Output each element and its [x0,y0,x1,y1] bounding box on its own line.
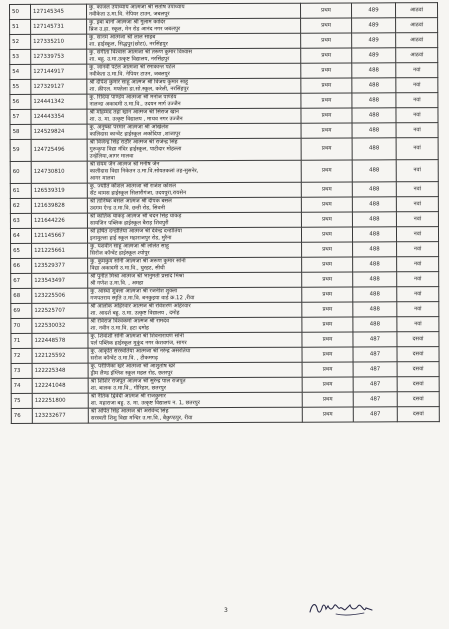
marks-cell: 489 [351,3,395,18]
serial-number-cell: 54 [10,64,31,79]
school-name: सरोज कॉन्वेंट उ.मा.वि. , टीकमगढ़ [90,355,158,362]
student-name: कु. कुमकुम सोनी आत्मजा श्री अरूण कुमार सोनी [90,258,186,265]
serial-number-cell: 58 [10,124,31,139]
roll-number-cell: 122448578 [32,333,88,348]
roll-number-cell: 122530032 [32,318,88,333]
student-name: कु. शिवांशी सोनी आत्मजा श्री शिवनारायण सोनी [90,333,184,340]
division-cell: प्रथम [302,377,353,392]
marks-cell: 488 [353,272,397,287]
division-cell: प्रथम [302,302,353,317]
rank-cell: नवां [397,287,439,302]
merit-list-body [10,3,440,424]
marks-cell: 487 [353,392,397,407]
student-name-school-cell [88,272,302,288]
student-name: कु. रिदिया पाण्डेय आत्मजा श्री मनोज पाण्डेय [89,94,177,101]
school-name: इनामुल्ला हाई स्कूल महाराजपुर रोड, मुरैना [90,235,172,242]
rank-cell: नवां [396,108,438,123]
serial-number-cell: 55 [10,79,31,94]
student-name-school-cell [88,242,302,258]
marks-cell: 488 [353,287,397,302]
roll-number-cell: 122251800 [32,393,88,408]
student-name-school-cell [87,197,301,213]
student-name: श्री मोहम्मद तहा खान आत्मज श्री सिराज खान [89,109,179,116]
school-name: गणपतराय स्मृति उ.मा.वि. बनकुइया वार्ड क्र.12 ,रीवा [90,295,195,302]
rank-cell: नवां [397,272,439,287]
serial-number-cell: 64 [10,228,31,243]
division-cell: प्रथम [301,108,352,123]
rank-cell: दसवां [397,347,439,362]
school-name: शा. हाईस्कूल, सिद्धपुर(छोटा), नरसिंहपुर [89,41,168,48]
marks-cell: 488 [352,227,396,242]
division-cell: प्रथम [302,257,353,272]
student-name-school-cell [88,407,302,423]
rank-cell: नवां [396,227,438,242]
marks-cell: 488 [353,242,397,257]
division-cell: प्रथम [301,48,352,63]
rank-cell: आठवां [396,48,438,63]
division-cell: प्रथम [302,392,353,407]
merit-list-table [9,2,440,424]
school-name: विद्या अकादमी उ.मा.वि., धुरहट, सीधी [90,265,165,272]
student-name: कु. इबा बानो आत्मजा श्री गुलाम कादिर [89,19,166,26]
division-cell: प्रथम [301,182,352,197]
marks-cell: 488 [353,257,397,272]
roll-number-cell: 127335210 [31,34,87,49]
serial-number-cell: 76 [11,408,32,423]
marks-cell: 488 [353,317,397,332]
division-cell: प्रथम [302,272,353,287]
rank-cell: नवां [396,78,438,93]
marks-cell: 488 [352,160,396,182]
serial-number-cell: 59 [10,139,31,161]
division-cell: प्रथम [301,160,352,182]
school-name: पर्ल पब्लिक हाईस्कूल मुकुंद नगर केशवगंज, सागर [90,340,187,347]
school-name: सायजिन पब्लिक हाईस्कूल बैराड़ शिवपुरी [89,220,169,227]
serial-number-cell: 51 [10,19,31,34]
student-name-school-cell [87,123,301,139]
serial-number-cell: 75 [11,393,32,408]
serial-number-cell: 65 [11,243,32,258]
student-name-school-cell [87,182,301,198]
roll-number-cell: 127339753 [31,49,87,64]
student-name-school-cell [88,377,302,393]
student-name: श्री तानिष्क बंसल आत्मज श्री दीपक बंसल [89,198,172,205]
marks-cell: 489 [352,18,396,33]
roll-number-cell: 126539319 [31,183,87,198]
rank-cell: नवां [396,197,438,212]
roll-number-cell: 127144917 [31,64,87,79]
student-name: श्री रविराज विश्वकर्मा आत्मज श्री रामदेव [90,318,169,325]
student-name-school-cell [87,138,301,161]
student-name: श्री आलोक अहिरवार आत्मज श्री रविशरण अहिरवार [90,303,191,310]
marks-cell: 488 [352,78,396,93]
serial-number-cell: 73 [11,363,32,378]
rank-cell: नवां [397,317,439,332]
serial-number-cell: 72 [11,348,32,363]
student-name: श्री कार्तिक धाकड़ आत्मज श्री चंदन सिंह धाकड़ [89,213,182,220]
division-cell: प्रथम [302,347,353,362]
rank-cell: नवां [396,160,438,182]
rank-cell: आठवां [396,33,438,48]
marks-cell: 488 [352,93,396,108]
marks-cell: 488 [352,108,396,123]
marks-cell: 487 [353,407,397,422]
school-name: कालिदास कान्वेंट हाईस्कूल अकोदिया ,शाजापुर [89,131,181,138]
roll-number-cell: 127329127 [31,79,87,94]
student-name: कु. काजल उपाध्याय आत्मजा श्री संतोष उपाध्याय [89,4,185,11]
serial-number-cell: 68 [11,288,32,303]
division-cell: प्रथम [301,93,352,108]
school-name: शा. उ. मा. उत्कृष्ट विद्यालय , माधव नगर उज्जैन [89,116,183,123]
roll-number-cell: 121225661 [32,243,88,258]
school-name: शा. आदर्श बहु. उ.मा. उत्कृष्ट विद्यालय , दमोह [90,310,180,317]
merit-list-sheet [9,2,439,424]
marks-cell: 488 [352,138,396,160]
serial-number-cell: 71 [11,333,32,348]
school-name: उन्हेलिया,आगर मालवा [89,153,134,160]
rank-cell: नवां [396,182,438,197]
student-name-school-cell [87,160,301,183]
roll-number-cell: 127145731 [31,19,87,34]
roll-number-cell: 124730810 [31,161,87,183]
student-name: कु. सानम आत्मजा श्री लाल साहब [89,34,156,41]
division-cell: प्रथम [301,78,352,93]
serial-number-cell: 56 [10,94,31,109]
student-name-school-cell [88,287,302,303]
division-cell: प्रथम [302,332,353,347]
roll-number-cell: 124443354 [31,109,87,124]
division-cell: प्रथम [302,362,353,377]
school-name: आगर मालवा [89,175,115,182]
student-name: श्री संयम जैन आत्मज श्री मनीष जैन [89,161,160,168]
school-name: नवीकेता उ.मा.वि. नेपियर टाउन, जबलपुर [89,11,170,18]
student-name: कु. संगीता विश्वास आत्मजा श्री तरूण कुमार विश्वास [89,49,193,56]
student-name: श्री अर्पित सिंह आत्मज श्री अरविन्द सिंह [90,408,169,415]
serial-number-cell: 67 [11,273,32,288]
division-cell: प्रथम [302,407,353,422]
division-cell: प्रथम [301,138,352,160]
roll-number-cell: 123543497 [32,273,88,288]
student-name-school-cell [87,212,301,228]
student-name: कु. जानवी पटेल आत्मजा श्री रमाकान्त पटेल [89,64,176,71]
serial-number-cell: 66 [11,258,32,273]
student-name: श्री पुनीत मिश्रा आत्मज श्री भानुमती प्रसाद मिश्रा [90,273,184,280]
rank-cell: दसवां [397,332,439,347]
roll-number-cell: 121639828 [31,198,87,213]
table-row [10,138,438,162]
division-cell: प्रथम [301,123,352,138]
rank-cell: नवां [396,212,438,227]
serial-number-cell: 52 [10,34,31,49]
rank-cell: दसवां [397,362,439,377]
marks-cell: 488 [352,123,396,138]
serial-number-cell: 50 [10,4,31,19]
division-cell: प्रथम [301,63,352,78]
marks-cell: 488 [352,63,396,78]
student-name: कु. आस्था शुक्ला आत्मजा श्री रजनीश शुक्ला [90,288,178,295]
student-name-school-cell [88,257,302,273]
roll-number-cell: 122525707 [32,303,88,318]
marks-cell: 489 [352,33,396,48]
marks-cell: 488 [352,182,396,197]
school-name: उदगम ऐन्ड उ.मा.वि. छत्ती रोड, सिवनी [89,205,165,212]
marks-cell: 487 [353,332,397,347]
division-cell: प्रथम [302,317,353,332]
school-name: शा. महाराजा बहु. उ. मा. उत्कृष्ट विद्यालय न. 1, छतरपुर [90,400,200,407]
student-name-school-cell [87,63,301,79]
school-name: श्री गणेश उ.मा.वि. , अमहा [90,280,144,287]
marks-cell: 487 [353,377,397,392]
student-name-school-cell [88,332,302,348]
rank-cell: आठवां [395,3,437,18]
student-name-school-cell [88,392,302,408]
rank-cell: नवां [396,93,438,108]
serial-number-cell: 57 [10,109,31,124]
serial-number-cell: 69 [11,303,32,318]
table-row [11,407,439,424]
rank-cell: दसवां [397,407,439,422]
signature-mark [306,596,380,620]
student-name-school-cell [88,362,302,378]
serial-number-cell: 53 [10,49,31,64]
serial-number-cell: 74 [11,378,32,393]
roll-number-cell: 123225506 [32,288,88,303]
rank-cell: नवां [397,257,439,272]
student-name: कु. अनुष्का परमार आत्मजा श्री अखिलेश [89,124,169,131]
school-name: शा. क्रीएल. मफ्तेला डा.सो.स्कूल, करेली, नरसिंहपुर [89,86,189,93]
student-name: कु. आकृति सरस्वतिया आत्मजा श्री नरेन्द्र असरतिया [90,348,191,355]
roll-number-cell: 127145345 [31,4,87,19]
marks-cell: 487 [353,347,397,362]
school-name: नालन्दा अकादमी उ.मा.वि., उदयन मार्ग उज्जैन [89,101,181,108]
student-name: श्री शिशिर राजपूत आत्मज श्री सुरेन्द्र पाल राजपूत [90,378,186,385]
roll-number-cell: 123529377 [32,258,88,273]
marks-cell: 488 [352,212,396,227]
rank-cell: दसवां [397,377,439,392]
roll-number-cell: 122225348 [32,363,88,378]
student-name-school-cell [87,18,301,34]
student-name-school-cell [88,347,302,363]
serial-number-cell: 63 [10,213,31,228]
school-name: नवीकेता उ.मा.वि. नेपियर टाउन, जबलपुर [89,71,170,78]
division-cell: प्रथम [302,287,353,302]
division-cell: प्रथम [301,227,352,242]
student-name: श्री हर्षित दन्डोतिया आत्मज श्री देवेन्द्र दन्डोतिया [89,228,182,235]
student-name-school-cell [87,227,301,243]
student-name-school-cell [88,302,302,318]
student-name-school-cell [87,93,301,109]
table-row [10,160,438,184]
roll-number-cell: 124725496 [31,139,87,161]
rank-cell: दसवां [397,392,439,407]
division-cell: प्रथम [301,33,352,48]
marks-cell: 488 [353,302,397,317]
student-name: श्री नैतिक द्विवेदी आत्मज श्री राजकुमार [90,393,166,400]
student-name-school-cell [87,108,301,124]
student-name-school-cell [88,317,302,333]
school-name: शा. बालक उ.मा.वि., गौरिहार, छतरपुर [90,385,166,392]
marks-cell: 489 [352,48,396,63]
roll-number-cell: 121145667 [31,228,87,243]
division-cell: प्रथम [301,212,352,227]
school-name: सरस्वती शिशु विद्या मन्दिर उ.मा.वि., बैकुण्ठपुर, रीवा [90,415,193,422]
rank-cell: नवां [396,63,438,78]
rank-cell: आठवां [396,18,438,33]
roll-number-cell: 122241048 [32,378,88,393]
school-name: शा. बहु. उ.मा.उत्कृष्ट विद्यालय, नरसिंहपुर [89,56,170,63]
rank-cell: नवां [396,138,438,160]
roll-number-cell: 124529824 [31,124,87,139]
marks-cell: 488 [352,197,396,212]
school-name: सेंट थामस हाईस्कूल सिलारीगंजा, उदयपुरा,रायसेन [89,190,187,197]
student-name-school-cell [87,78,301,94]
student-name-school-cell [87,3,301,19]
roll-number-cell: 123232677 [32,408,88,423]
rank-cell: नवां [397,242,439,257]
school-name: कालीदास विद्या निकेतन उ.मा.वि.सोयतकलां तह-सुसनेर, [89,168,199,175]
roll-number-cell: 121644226 [31,213,87,228]
school-name: ब्रिज उ.हा. स्कूल, मेन रोड आनंद नगर जबलपुर [89,26,181,33]
serial-number-cell: 61 [10,183,31,198]
student-name: कु. यशवीन साहू आत्मजा श्री ललित साहू [90,243,169,250]
student-name: श्री दीपेश कुमार साहू आत्मज श्री विजय कुमार साहू [89,79,188,86]
rank-cell: नवां [396,123,438,138]
division-cell: प्रथम [301,18,352,33]
student-name: कु. परीणिका खरे आत्मजा श्री आशुतोष खरे [90,363,176,370]
division-cell: प्रथम [300,3,351,18]
serial-number-cell: 60 [10,161,31,183]
student-name-school-cell [87,48,301,64]
school-name: गुरूकृपा विद्या मंदिर हाईस्कूल, पाटीदार मोहल्ला [89,146,182,153]
division-cell: प्रथम [302,242,353,257]
page-number: 3 [224,607,228,614]
serial-number-cell: 62 [10,198,31,213]
rank-cell: नवां [397,302,439,317]
roll-number-cell: 122125592 [32,348,88,363]
school-name: सिरोंज कॉन्वेंट हाईस्कूल श्योपुर [90,250,150,257]
division-cell: प्रथम [301,197,352,212]
school-name: ड्रीम लैण्ड इंग्लिश स्कूल महल रोड, छतरपुर [90,370,173,377]
serial-number-cell: 70 [11,318,32,333]
student-name: कु. ज्योति कौशल आत्मजा श्री राजेश कौशल [89,183,176,190]
student-name-school-cell [87,33,301,49]
roll-number-cell: 124441342 [31,94,87,109]
marks-cell: 487 [353,362,397,377]
student-name: श्री विजेन्द्र सिंह राठौर आत्मज श्री राजेन्द्र सिंह [89,139,178,146]
school-name: शा. नवीन उ.मा.वि. हटा दमोह [90,325,149,332]
